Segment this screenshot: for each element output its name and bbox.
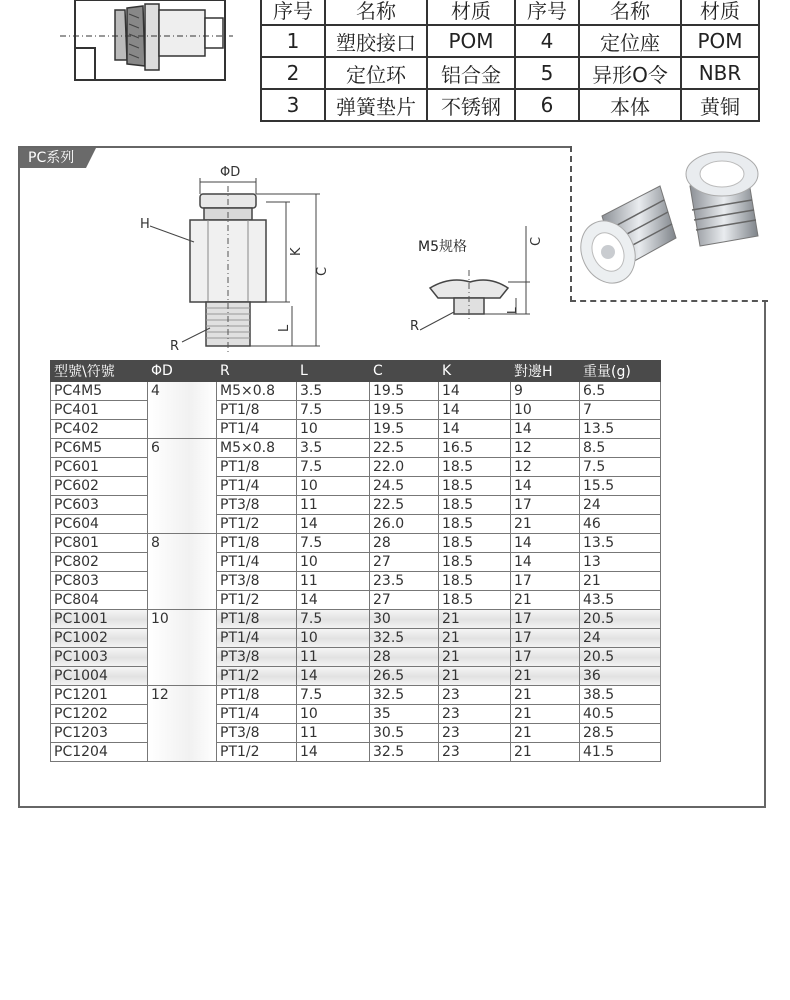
spec-cell: 23 xyxy=(439,724,511,743)
materials-row xyxy=(261,57,759,89)
spec-cell: PT1/4 xyxy=(217,705,297,724)
spec-header-cell: L xyxy=(297,361,370,382)
materials-row xyxy=(261,89,759,121)
spec-cell: PT3/8 xyxy=(217,724,297,743)
spec-cell: PC601 xyxy=(51,458,148,477)
spec-cell: 21 xyxy=(511,667,580,686)
spec-header-cell: ΦD xyxy=(148,361,217,382)
spec-cell: 13 xyxy=(580,553,661,572)
spec-cell: PC6M5 xyxy=(51,439,148,458)
spec-cell: 12 xyxy=(511,458,580,477)
materials-cell: 1 xyxy=(261,25,325,57)
materials-cell: 黄铜 xyxy=(681,89,759,121)
spec-cell: 13.5 xyxy=(580,534,661,553)
materials-cell: 塑胶接口 xyxy=(325,25,427,57)
materials-cell: 铝合金 xyxy=(427,57,515,89)
spec-cell: PC402 xyxy=(51,420,148,439)
materials-cell: POM xyxy=(427,25,515,57)
spec-cell: PC604 xyxy=(51,515,148,534)
spec-cell: PT1/8 xyxy=(217,610,297,629)
spec-cell: 10 xyxy=(297,629,370,648)
materials-cell: 材质 xyxy=(681,0,759,25)
spec-cell: 3.5 xyxy=(297,382,370,401)
spec-cell: PT1/4 xyxy=(217,553,297,572)
spec-cell: PC803 xyxy=(51,572,148,591)
spec-cell: PT3/8 xyxy=(217,496,297,515)
table-row xyxy=(51,534,661,553)
spec-cell: 30.5 xyxy=(370,724,439,743)
spec-cell: 18.5 xyxy=(439,534,511,553)
spec-cell: 3.5 xyxy=(297,439,370,458)
spec-cell: 14 xyxy=(511,553,580,572)
spec-cell: PC1003 xyxy=(51,648,148,667)
spec-cell: 17 xyxy=(511,629,580,648)
label-l: L xyxy=(277,324,292,332)
phi-d-cell: 6 xyxy=(148,439,217,534)
spec-cell: PC801 xyxy=(51,534,148,553)
spec-cell: 30 xyxy=(370,610,439,629)
phi-d-cell: 10 xyxy=(148,610,217,686)
spec-cell: 21 xyxy=(580,572,661,591)
spec-cell: PC1002 xyxy=(51,629,148,648)
spec-cell: 18.5 xyxy=(439,477,511,496)
spec-cell: PT3/8 xyxy=(217,572,297,591)
label-h: H xyxy=(140,217,150,232)
spec-cell: 6.5 xyxy=(580,382,661,401)
materials-table xyxy=(260,0,760,122)
table-row xyxy=(51,420,661,439)
materials-cell: 弹簧垫片 xyxy=(325,89,427,121)
materials-cell: 异形O令 xyxy=(579,57,681,89)
table-row xyxy=(51,439,661,458)
spec-cell: 17 xyxy=(511,648,580,667)
spec-cell: 26.0 xyxy=(370,515,439,534)
spec-cell: PT3/8 xyxy=(217,648,297,667)
spec-cell: PT1/8 xyxy=(217,534,297,553)
spec-cell: PC602 xyxy=(51,477,148,496)
phi-d-cell: 8 xyxy=(148,534,217,610)
spec-cell: 24 xyxy=(580,629,661,648)
spec-cell: 32.5 xyxy=(370,743,439,762)
spec-cell: 27 xyxy=(370,553,439,572)
spec-cell: 10 xyxy=(297,705,370,724)
spec-cell: 21 xyxy=(511,724,580,743)
spec-cell: 38.5 xyxy=(580,686,661,705)
spec-cell: 15.5 xyxy=(580,477,661,496)
spec-cell: 11 xyxy=(297,496,370,515)
table-row xyxy=(51,629,661,648)
spec-cell: PC804 xyxy=(51,591,148,610)
label-phi-d: ΦD xyxy=(220,165,241,180)
m5-label-l: L xyxy=(505,307,519,314)
materials-cell: 本体 xyxy=(579,89,681,121)
spec-cell: PC1001 xyxy=(51,610,148,629)
spec-cell: 7.5 xyxy=(297,401,370,420)
spec-cell: 32.5 xyxy=(370,629,439,648)
spec-cell: 19.5 xyxy=(370,382,439,401)
spec-cell: 18.5 xyxy=(439,458,511,477)
materials-cell: 定位座 xyxy=(579,25,681,57)
spec-header-cell: 對邊H xyxy=(511,361,580,382)
spec-cell: 7.5 xyxy=(297,610,370,629)
label-c: C xyxy=(315,266,330,276)
m5-spec-label: M5规格 xyxy=(418,239,467,255)
spec-cell: 10 xyxy=(297,420,370,439)
spec-cell: 21 xyxy=(511,515,580,534)
phi-d-cell: 12 xyxy=(148,686,217,762)
dimension-drawing xyxy=(120,156,360,356)
spec-cell: 17 xyxy=(511,496,580,515)
spec-cell: PC1204 xyxy=(51,743,148,762)
materials-cell: 材质 xyxy=(427,0,515,25)
spec-cell: 21 xyxy=(439,667,511,686)
spec-cell: 22.5 xyxy=(370,496,439,515)
spec-cell: 41.5 xyxy=(580,743,661,762)
spec-cell: 23.5 xyxy=(370,572,439,591)
fitting-photo-image xyxy=(572,146,768,300)
spec-cell: 18.5 xyxy=(439,553,511,572)
spec-cell: PT1/2 xyxy=(217,743,297,762)
spec-cell: 18.5 xyxy=(439,515,511,534)
spec-cell: 10 xyxy=(511,401,580,420)
materials-cell: 6 xyxy=(515,89,579,121)
table-row xyxy=(51,458,661,477)
table-row xyxy=(51,667,661,686)
spec-cell: 18.5 xyxy=(439,591,511,610)
spec-cell: 19.5 xyxy=(370,420,439,439)
table-row xyxy=(51,382,661,401)
spec-cell: 14 xyxy=(297,591,370,610)
spec-cell: 7.5 xyxy=(297,686,370,705)
spec-cell: PC1203 xyxy=(51,724,148,743)
spec-cell: M5×0.8 xyxy=(217,439,297,458)
spec-cell: 23 xyxy=(439,686,511,705)
table-row xyxy=(51,496,661,515)
spec-cell: 35 xyxy=(370,705,439,724)
spec-cell: 23 xyxy=(439,743,511,762)
spec-header-cell: 重量(g) xyxy=(580,361,661,382)
table-row xyxy=(51,686,661,705)
spec-cell: PC603 xyxy=(51,496,148,515)
spec-cell: PT1/4 xyxy=(217,629,297,648)
table-row xyxy=(51,610,661,629)
m5-label-r: R xyxy=(410,319,420,334)
spec-cell: 21 xyxy=(439,648,511,667)
spec-cell: PT1/8 xyxy=(217,686,297,705)
product-photo xyxy=(570,146,768,302)
series-title: PC系列 xyxy=(20,148,86,168)
table-row xyxy=(51,724,661,743)
materials-cell: 5 xyxy=(515,57,579,89)
spec-cell: 10 xyxy=(297,477,370,496)
spec-cell: 7.5 xyxy=(297,458,370,477)
materials-cell: 2 xyxy=(261,57,325,89)
spec-header-cell: C xyxy=(370,361,439,382)
spec-cell: 20.5 xyxy=(580,610,661,629)
spec-cell: 13.5 xyxy=(580,420,661,439)
spec-cell: PC401 xyxy=(51,401,148,420)
spec-cell: 21 xyxy=(439,629,511,648)
spec-cell: 27 xyxy=(370,591,439,610)
spec-cell: 18.5 xyxy=(439,572,511,591)
phi-d-cell: 4 xyxy=(148,382,217,439)
spec-cell: PC1202 xyxy=(51,705,148,724)
spec-cell: 21 xyxy=(511,705,580,724)
spec-table-header xyxy=(51,361,661,382)
spec-cell: 28 xyxy=(370,534,439,553)
materials-cell: 序号 xyxy=(515,0,579,25)
spec-cell: 7.5 xyxy=(580,458,661,477)
spec-cell: 14 xyxy=(297,515,370,534)
spec-cell: 40.5 xyxy=(580,705,661,724)
spec-cell: 19.5 xyxy=(370,401,439,420)
spec-cell: 24.5 xyxy=(370,477,439,496)
spec-table xyxy=(50,360,661,762)
spec-cell: 17 xyxy=(511,610,580,629)
materials-cell: 序号 xyxy=(261,0,325,25)
spec-cell: 21 xyxy=(511,686,580,705)
table-row xyxy=(51,648,661,667)
spec-cell: 16.5 xyxy=(439,439,511,458)
spec-cell: 14 xyxy=(439,401,511,420)
spec-cell: 14 xyxy=(511,534,580,553)
spec-cell: 26.5 xyxy=(370,667,439,686)
label-r: R xyxy=(170,339,180,354)
spec-cell: 21 xyxy=(511,743,580,762)
spec-cell: PT1/2 xyxy=(217,591,297,610)
spec-header-cell: 型號\符號 xyxy=(51,361,148,382)
m5-label-c: C xyxy=(529,236,544,246)
spec-cell: 32.5 xyxy=(370,686,439,705)
spec-cell: 10 xyxy=(297,553,370,572)
table-row xyxy=(51,572,661,591)
spec-header-cell: R xyxy=(217,361,297,382)
materials-cell: POM xyxy=(681,25,759,57)
materials-header-row xyxy=(261,0,759,25)
materials-row xyxy=(261,25,759,57)
spec-cell: 14 xyxy=(439,382,511,401)
spec-cell: PC1201 xyxy=(51,686,148,705)
spec-cell: 17 xyxy=(511,572,580,591)
spec-cell: 21 xyxy=(439,610,511,629)
spec-cell: 7 xyxy=(580,401,661,420)
spec-cell: 46 xyxy=(580,515,661,534)
materials-cell: 定位环 xyxy=(325,57,427,89)
label-k: K xyxy=(289,247,304,256)
spec-cell: 22.5 xyxy=(370,439,439,458)
spec-cell: PT1/8 xyxy=(217,458,297,477)
spec-cell: 21 xyxy=(511,591,580,610)
spec-cell: 28 xyxy=(370,648,439,667)
spec-cell: PC4M5 xyxy=(51,382,148,401)
spec-cell: 9 xyxy=(511,382,580,401)
spec-cell: PT1/8 xyxy=(217,401,297,420)
table-row xyxy=(51,401,661,420)
spec-cell: 14 xyxy=(439,420,511,439)
spec-cell: 20.5 xyxy=(580,648,661,667)
table-row xyxy=(51,477,661,496)
spec-cell: PT1/4 xyxy=(217,420,297,439)
table-row xyxy=(51,515,661,534)
spec-cell: 23 xyxy=(439,705,511,724)
cross-section-drawing xyxy=(55,0,235,90)
materials-cell: 不锈钢 xyxy=(427,89,515,121)
spec-cell: 7.5 xyxy=(297,534,370,553)
spec-cell: 11 xyxy=(297,648,370,667)
spec-cell: 28.5 xyxy=(580,724,661,743)
spec-cell: 22.0 xyxy=(370,458,439,477)
materials-cell: 4 xyxy=(515,25,579,57)
m5-drawing xyxy=(390,226,560,346)
spec-cell: PT1/2 xyxy=(217,515,297,534)
spec-cell: 24 xyxy=(580,496,661,515)
materials-cell: 名称 xyxy=(579,0,681,25)
table-row xyxy=(51,743,661,762)
spec-header-cell: K xyxy=(439,361,511,382)
spec-cell: PT1/4 xyxy=(217,477,297,496)
table-row xyxy=(51,705,661,724)
spec-cell: 11 xyxy=(297,572,370,591)
materials-cell: 名称 xyxy=(325,0,427,25)
spec-cell: PC1004 xyxy=(51,667,148,686)
materials-cell: NBR xyxy=(681,57,759,89)
spec-cell: PC802 xyxy=(51,553,148,572)
spec-cell: 14 xyxy=(511,477,580,496)
spec-cell: 14 xyxy=(511,420,580,439)
spec-cell: PT1/2 xyxy=(217,667,297,686)
spec-cell: 8.5 xyxy=(580,439,661,458)
spec-cell: M5×0.8 xyxy=(217,382,297,401)
spec-cell: 14 xyxy=(297,743,370,762)
spec-cell: 14 xyxy=(297,667,370,686)
spec-cell: 18.5 xyxy=(439,496,511,515)
table-row xyxy=(51,553,661,572)
materials-cell: 3 xyxy=(261,89,325,121)
table-row xyxy=(51,591,661,610)
spec-cell: 36 xyxy=(580,667,661,686)
materials-section xyxy=(0,0,790,125)
spec-cell: 12 xyxy=(511,439,580,458)
pc-series-panel xyxy=(18,146,766,808)
spec-cell: 43.5 xyxy=(580,591,661,610)
spec-cell: 11 xyxy=(297,724,370,743)
